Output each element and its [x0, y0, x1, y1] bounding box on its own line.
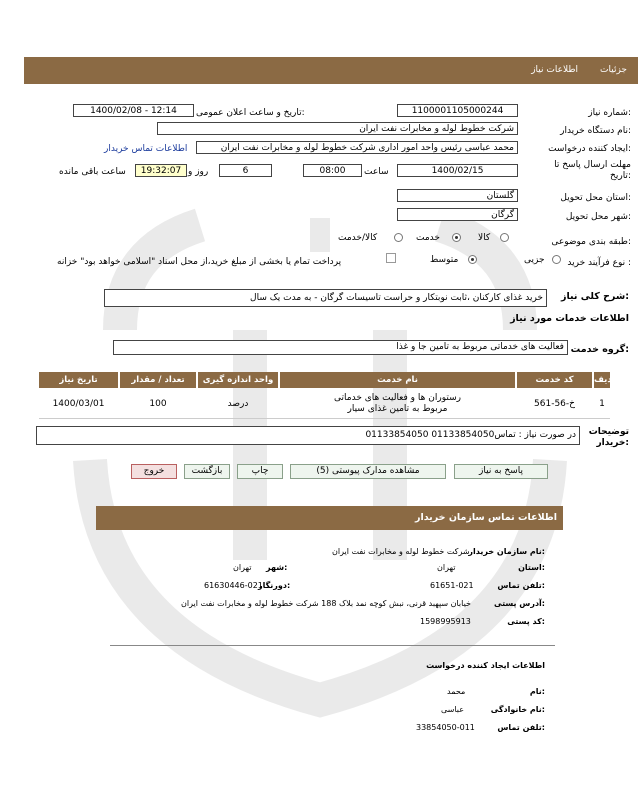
- process-medium-label: متوسط: [430, 255, 459, 265]
- process-medium-radio[interactable]: [468, 255, 477, 264]
- services-section-title: اطلاعات خدمات مورد نیاز: [510, 313, 629, 324]
- cell-row: 1: [599, 399, 605, 409]
- deadline-date-field: 1400/02/15: [397, 164, 518, 177]
- creator-family-value: عباسی: [441, 705, 464, 714]
- days-remaining-field: 6: [219, 164, 272, 177]
- cell-service-code: خ-56-561: [534, 399, 575, 409]
- nav-details[interactable]: جزئیات: [600, 65, 627, 75]
- table-row: [39, 390, 610, 419]
- org-name-value: شرکت خطوط لوله و مخابرات نفت ایران: [332, 547, 470, 556]
- contact-fax-value: 61630446-021: [204, 581, 263, 590]
- service-group-field: فعالیت های خدماتی مربوط به تامین جا و غذا: [113, 340, 568, 355]
- reply-button[interactable]: پاسخ به نیاز: [454, 464, 548, 479]
- deadline-time-field: 08:00: [303, 164, 362, 177]
- buyer-org-field: شرکت خطوط لوله و مخابرات نفت ایران: [157, 122, 518, 135]
- buyer-org-label: نام دستگاه خریدار:: [560, 126, 631, 136]
- col-service-name: نام خدمت: [280, 372, 515, 388]
- creator-name-value: محمد: [447, 687, 466, 696]
- cell-quantity: 100: [149, 399, 167, 409]
- nav-need-info[interactable]: اطلاعات نیاز: [531, 65, 578, 75]
- days-label: روز و: [188, 167, 209, 177]
- contact-postal-value: 1598995913: [420, 617, 471, 626]
- description-label: شرح کلی نیاز:: [560, 291, 629, 302]
- back-button[interactable]: بازگشت: [184, 464, 230, 479]
- category-both-radio[interactable]: [394, 233, 403, 242]
- remaining-time-field: 19:32:07: [135, 164, 187, 177]
- announce-date-field: 1400/02/08 - 12:14: [73, 104, 194, 117]
- cell-service-name-2: مربوط به تامین غذای سیار: [347, 404, 448, 414]
- contact-section-title: اطلاعات تماس سازمان خریدار: [414, 512, 557, 523]
- buyer-notes-field: در صورت نیاز : تماس01133854050 01133854050: [36, 426, 580, 445]
- process-minor-radio[interactable]: [552, 255, 561, 264]
- cell-need-date: 1400/03/01: [52, 399, 105, 409]
- need-number-field: 1100001105000244: [397, 104, 518, 117]
- col-unit: واحد اندازه گیری: [198, 372, 278, 388]
- category-goods-radio[interactable]: [500, 233, 509, 242]
- buyer-contact-link[interactable]: اطلاعات تماس خریدار: [104, 144, 188, 154]
- cell-service-name-1: رستوران ها و فعالیت های خدماتی: [334, 393, 461, 403]
- delivery-city-field: گرگان: [397, 208, 518, 221]
- deadline-time-label: ساعت: [364, 167, 389, 177]
- cell-unit: درصد: [227, 399, 249, 409]
- view-attachments-button[interactable]: مشاهده مدارک پیوستی (5): [290, 464, 446, 479]
- contact-address-label: آدرس پستی:: [494, 599, 545, 608]
- delivery-city-label: شهر محل تحویل:: [565, 212, 631, 222]
- creator-tel-label: تلفن تماس:: [497, 723, 545, 732]
- top-nav-bar: [24, 57, 638, 84]
- contact-address-value: خیابان سپهبد قرنی، نبش کوچه نمد بلاک 188 شرکت خطوط لوله و مخابرات نفت ایران: [181, 599, 471, 608]
- contact-phone-value: 61651-021: [430, 581, 474, 590]
- contact-city-value: تهران: [233, 563, 252, 572]
- contact-divider: [110, 645, 555, 646]
- creator-label: ایجاد کننده درخواست:: [548, 144, 631, 154]
- contact-postal-label: کد پستی:: [507, 617, 545, 626]
- description-field: خرید غذای کارکنان ،ثابت نوبتکار و حراست تاسیسات گرگان - به مدت یک سال: [104, 289, 547, 307]
- col-need-date: تاریخ نیاز: [39, 372, 118, 388]
- col-row: ردیف: [594, 372, 610, 388]
- print-button[interactable]: چاپ: [237, 464, 283, 479]
- creator-field: محمد عباسی رئیس واحد امور اداری شرکت خطوط لوله و مخابرات نفت ایران: [196, 141, 518, 154]
- service-group-label: گروه خدمت:: [570, 344, 629, 355]
- category-service-label: خدمت: [416, 233, 440, 243]
- announce-date-label: تاریخ و ساعت اعلان عمومی:: [196, 108, 305, 118]
- col-service-code: کد خدمت: [517, 372, 592, 388]
- contact-city-label: شهر:: [266, 563, 288, 572]
- contact-province-label: استان:: [518, 563, 545, 572]
- delivery-province-field: گلستان: [397, 189, 518, 202]
- buyer-notes-label-2: خریدار:: [596, 438, 629, 448]
- creator-info-title: اطلاعات ایجاد کننده درخواست: [426, 661, 545, 670]
- need-number-label: شماره نیاز:: [588, 108, 631, 118]
- process-minor-label: جزیی: [524, 255, 545, 265]
- deadline-label: مهلت ارسال پاسخ تا تاریخ:: [554, 160, 631, 181]
- category-goods-label: کالا: [478, 233, 491, 243]
- creator-name-label: نام:: [529, 687, 545, 696]
- buyer-notes-label-1: توضیحات: [588, 427, 629, 437]
- creator-family-label: نام خانوادگی:: [490, 705, 545, 714]
- category-both-label: کالا/خدمت: [338, 233, 378, 243]
- remaining-time-label: ساعت باقی مانده: [59, 167, 126, 177]
- treasury-payment-checkbox[interactable]: [386, 253, 396, 263]
- exit-button[interactable]: خروج: [131, 464, 177, 479]
- category-label: طبقه بندی موضوعی:: [551, 237, 631, 247]
- creator-tel-value: 33854050-011: [416, 723, 475, 732]
- contact-province-value: تهران: [437, 563, 456, 572]
- treasury-payment-note: پرداخت تمام یا بخشی از مبلغ خرید،از محل اسناد "اسلامی خواهد بود" خزانه: [57, 257, 342, 267]
- category-service-radio[interactable]: [452, 233, 461, 242]
- contact-phone-label: تلفن تماس:: [497, 581, 545, 590]
- contact-fax-label: دورنگار:: [258, 581, 291, 590]
- contact-section-header: [96, 506, 563, 530]
- delivery-province-label: استان محل تحویل:: [560, 193, 631, 203]
- process-type-label: نوع فرآیند خرید :: [567, 258, 631, 268]
- org-name-label: نام سازمان خریدار:: [468, 547, 545, 556]
- col-quantity: تعداد / مقدار: [120, 372, 196, 388]
